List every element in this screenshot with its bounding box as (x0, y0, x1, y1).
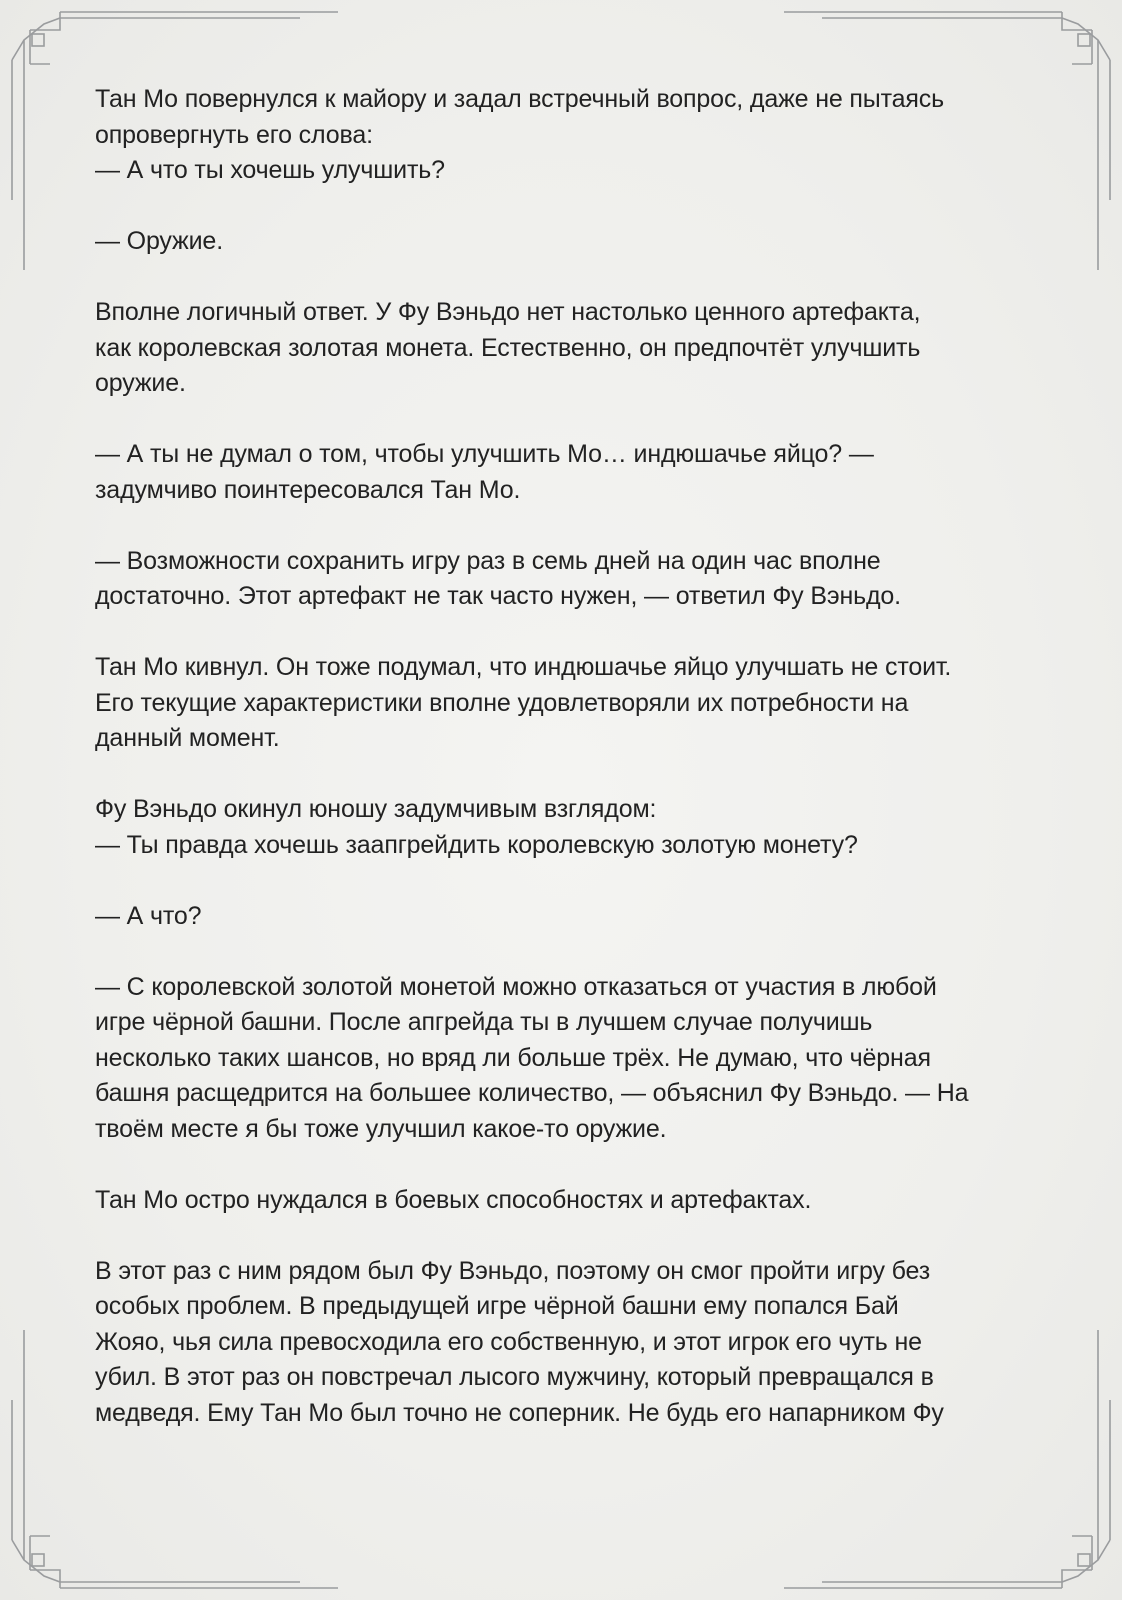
paragraph (95, 1183, 1025, 1219)
text-line: Его текущие характеристики вполне удовлетворяли их потребности на (95, 688, 909, 717)
text-line: Тан Мо повернулся к майору и задал встречный вопрос, даже не пытаясь (95, 85, 944, 113)
body-text (95, 82, 1025, 1467)
text-line: Тан Мо кивнул. Он тоже подумал, что индюшачье яйцо улучшать не стоит. (95, 653, 952, 681)
text-line: башня расщедрится на большее количество, — объяснил Фу Вэньдо. — На (95, 1079, 969, 1107)
text-line: — С королевской золотой монетой можно отказаться от участия в любой (95, 972, 937, 1001)
text-line: Тан Мо остро нуждался в боевых способностях и артефактах. (95, 1185, 812, 1214)
paragraph (95, 544, 1025, 615)
text-line: — Оружие. (95, 227, 223, 255)
paragraph (95, 792, 1025, 863)
text-line: твоём месте я бы тоже улучшил какое-то оружие. (95, 1114, 667, 1143)
text-line: — Возможности сохранить игру раз в семь дней на один час вполне (95, 546, 881, 575)
text-line: — А ты не думал о том, чтобы улучшить Мо… индюшачье яйцо? — (95, 440, 874, 468)
text-line: особых проблем. В предыдущей игре чёрной башни ему попался Бай (95, 1292, 899, 1320)
paragraph (95, 650, 1025, 757)
text-line: Фу Вэньдо окинул юношу задумчивым взглядом: (95, 795, 657, 823)
text-line: как королевская золотая монета. Естественно, он предпочтёт улучшить (95, 333, 921, 362)
text-line: В этот раз с ним рядом был Фу Вэньдо, поэтому он смог пройти игру без (95, 1256, 931, 1285)
text-line: задумчиво поинтересовался Тан Мо. (95, 475, 521, 504)
paragraph (95, 437, 1025, 508)
text-line: опровергнуть его слова: (95, 120, 373, 149)
text-line: Жояо, чья сила превосходила его собственную, и этот игрок его чуть не (95, 1327, 922, 1356)
paragraph (95, 82, 1025, 189)
text-line: убил. В этот раз он повстречал лысого мужчину, который превращался в (95, 1363, 934, 1391)
text-line: Вполне логичный ответ. У Фу Вэньдо нет настолько ценного артефакта, (95, 298, 921, 326)
text-line: данный момент. (95, 724, 280, 752)
text-line: медведя. Ему Тан Мо был точно не соперник. Не будь его напарником Фу (95, 1398, 944, 1427)
paragraph (95, 899, 1025, 935)
text-line: — Ты правда хочешь заапгрейдить королевскую золотую монету? (95, 830, 858, 859)
text-line: достаточно. Этот артефакт не так часто нужен, — ответил Фу Вэньдо. (95, 582, 901, 610)
text-line: — А что ты хочешь улучшить? (95, 156, 445, 184)
paragraph (95, 224, 1025, 260)
paragraph (95, 1254, 1025, 1432)
text-line: несколько таких шансов, но вряд ли больше трёх. Не думаю, что чёрная (95, 1043, 931, 1072)
text-line: оружие. (95, 369, 186, 397)
text-line: — А что? (95, 901, 202, 930)
paragraph (95, 970, 1025, 1148)
paragraph (95, 295, 1025, 402)
text-line: игре чёрной башни. После апгрейда ты в лучшем случае получишь (95, 1008, 873, 1036)
